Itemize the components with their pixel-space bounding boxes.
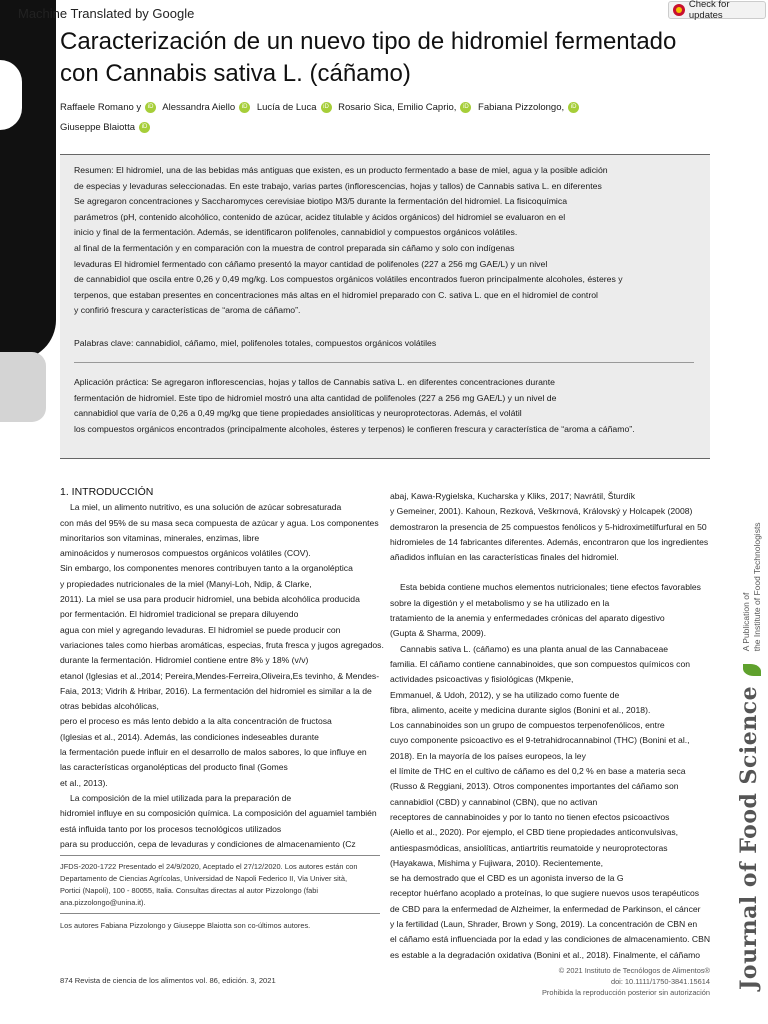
footnote-line: ana.pizzolongo@unina.it). [60, 898, 146, 907]
practical-line: fermentación de hidromiel. Este tipo de hidromiel mostró una alta cantidad de polifenoles (227 a 256 mg GAE/L) y un nivel de [74, 392, 557, 403]
body-line: el límite de THC en el cultivo de cáñamo es del 0,2 % en base a materia seca [390, 766, 686, 777]
orcid-icon[interactable]: iD [139, 122, 150, 133]
abstract-line: de especias y levaduras seleccionadas. En este trabajo, varias partes (inflorescencias, hojas y tallos) de Cannabis sativa L. en diferentes [74, 180, 602, 191]
body-line: minoritarios son vitaminas, minerales, enzimas, libre [60, 532, 260, 543]
journal-reference: Revista de ciencia de los alimentos vol. 86, edición. 3, 2021 [74, 976, 276, 985]
body-line: durante la fermentación. Hidromiel contiene entre 8% y 18% (v/v) [60, 655, 309, 666]
body-line: otras bebidas alcohólicas, [60, 701, 159, 712]
page-footer-left [60, 976, 276, 985]
practical-line: Aplicación práctica: Se agregaron inflorescencias, hojas y tallos de Cannabis sativa L. en diferentes concentraciones durante [74, 377, 555, 387]
body-line: añadidos influían en las características finales del hidromiel. [390, 552, 619, 563]
body-line: el cáñamo está influenciada por la edad y las condiciones de almacenamiento. CBN [390, 934, 711, 945]
body-line: aminoácidos y numerosos compuestos orgánicos volátiles (COV). [60, 548, 311, 559]
body-line: actividades psicoactivas y fisiológicas (Mkpenie, [390, 674, 574, 685]
body-line: Esta bebida contiene muchos elementos nutricionales; tiene efectos favorables [400, 582, 701, 593]
copyright: © 2021 Instituto de Tecnólogos de Alimentos® [558, 966, 710, 975]
footnote-divider [60, 913, 380, 914]
body-line: La composición de la miel utilizada para la preparación de [70, 792, 292, 803]
body-line: demostraron la presencia de 25 compuestos fenólicos y 5-hidroximetilfurfural en 50 [390, 521, 707, 532]
body-line: receptores de cannabinoides y por lo tanto no tienen efectos psicoactivos [390, 811, 670, 822]
body-line: Cannabis sativa L. (cáñamo) es una planta anual de las Cannabaceae [400, 643, 669, 654]
body-line: agua con miel y agregando levaduras. El hidromiel se puede producir con [60, 624, 341, 635]
practical-line: cannabidiol que varía de 0,26 a 0,49 mg/kg que tiene propiedades ansiolíticas y neuroprotectoras. Además, el volátil [74, 408, 522, 419]
abstract-line: inicio y final de la fermentación. Además, se identificaron polifenoles, cannabidiol y compuestos orgánicos volátiles. [74, 227, 518, 238]
body-line: (Hayakawa, Mishima y Fujiwara, 2010). Recientemente, [390, 857, 604, 868]
practical-application [74, 375, 704, 437]
body-line: antiespasmódicas, ansiolíticas, antiartritis reumatoide y neuroprotectoras [390, 842, 668, 853]
abstract-divider [74, 362, 694, 363]
abstract-line: parámetros (pH, contenido alcohólico, contenido de azúcar, acidez titulable y ácidos orgánicos) del hidromiel se evaluaron en el [74, 211, 566, 222]
practical-line: los compuestos orgánicos encontrados (principalmente alcoholes, ésteres y terpenos) le confieren frescura y característica de “aroma a cáñamo”. [74, 423, 635, 434]
left-decorative-notch [0, 60, 22, 130]
footnote-line: Portici (Napoli), 100 - 80055, Italia. Consultas directas al autor Pizzolongo (fabi [60, 886, 318, 895]
body-line: y la fertilidad (Laun, Shrader, Brown y Song, 2019). La concentración de CBN en [390, 919, 698, 930]
body-line: y propiedades nutricionales de la miel (Manyi-Loh, Ndip, & Clarke, [60, 578, 312, 589]
body-line: receptor huérfano acoplado a proteínas, lo que sugiere nuevos usos terapéuticos [390, 888, 700, 899]
body-line: con más del 95% de su masa seca compuesta de azúcar y agua. Los componentes [60, 517, 379, 528]
left-column [60, 485, 390, 852]
body-line: 2018). En la mayoría de los países europeos, la ley [390, 750, 586, 761]
publication-note [741, 522, 763, 651]
crossmark-icon [673, 4, 685, 16]
body-line: cannabidiol (CBD) y cannabinol (CBN), que no activan [390, 796, 598, 807]
abstract-line: Resumen: El hidromiel, una de las bebidas más antiguas que existen, es un producto fermentado a base de miel, agua y la posible adición [74, 165, 608, 175]
body-line: hidromieles de 14 fabricantes diferentes. Además, encontraron que los ingredientes [390, 536, 709, 547]
abstract-line: levaduras El hidromiel fermentado con cáñamo presentó la mayor cantidad de polifenoles (227 a 256 mg GAE/L) y un nivel [74, 258, 548, 269]
orcid-icon[interactable]: iD [145, 102, 156, 113]
journal-name [736, 678, 762, 990]
article-title: Caracterización de un nuevo tipo de hidromiel fermentado con Cannabis sativa L. (cáñamo) [60, 28, 677, 87]
orcid-icon[interactable]: iD [460, 102, 471, 113]
doi-link[interactable]: doi: 10.1111/1750-3841.15614 [610, 977, 710, 986]
abstract-line: y confirió frescura y características de “aroma de cáñamo”. [74, 305, 301, 316]
journal-side-branding [736, 522, 763, 990]
body-line: Faia, 2013; Vidrih & Hribar, 2016). La fermentación del hidromiel es similar a la de [60, 685, 372, 696]
orcid-icon[interactable]: iD [321, 102, 332, 113]
orcid-icon[interactable]: iD [568, 102, 579, 113]
body-line: por fermentación. El hidromiel tradicional se prepara diluyendo [60, 609, 299, 620]
section-heading: 1. INTRODUCCIÓN [60, 486, 154, 498]
page-number: 874 [60, 976, 73, 985]
body-line: se ha demostrado que el CBD es un agonista inverso de la G [390, 873, 624, 884]
body-line: de CBD para la enfermedad de Alzheimer, la enfermedad de Parkinson, el cáncer [390, 903, 701, 914]
reproduction-note: Prohibida la reproducción posterior sin autorización [541, 988, 710, 997]
left-decorative-shape [0, 0, 56, 360]
body-line: abaj, Kawa-Rygielska, Kucharska y Kliks, 2017; Navrátil, Šturdík [390, 491, 636, 501]
institute-line: the Institute of Food Technologists [751, 522, 762, 652]
body-line: la fermentación puede influir en el desarrollo de malos sabores, lo que influye en [60, 747, 367, 758]
body-line: fibra, alimento, aceite y medicina durante siglos (Bonini et al., 2018). [390, 704, 651, 715]
body-line: et al., 2013). [60, 777, 108, 788]
body-line: las características organolépticas del producto final (Gomes [60, 762, 288, 773]
page-footer-right [500, 965, 710, 998]
body-line: (Iglesias et al., 2014). Además, las condiciones indeseables durante [60, 731, 319, 742]
body-line: etanol (Iglesias et al.,2014; Pereira,Mendes-Ferreira,Oliveira,Es tevinho, & Mendes- [60, 670, 380, 681]
body-line: (Russo & Reggiani, 2013). Otros componentes importantes del cáñamo son [390, 781, 679, 792]
body-line: cuyo componente psicoactivo es el 9-tetrahidrocannabinol (THC) (Bonini et al., [390, 735, 690, 746]
abstract-text [74, 163, 704, 319]
keywords: Palabras clave: cannabidiol, cáñamo, miel, polifenoles totales, compuestos orgánicos volátiles [74, 338, 437, 348]
body-line: (Aiello et al., 2020). Por ejemplo, el CBD tiene propiedades anticonvulsivas, [390, 827, 679, 838]
body-line: Emmanuel, & Udoh, 2012), y se ha utilizado como fuente de [390, 689, 620, 700]
orcid-icon[interactable]: iD [239, 102, 250, 113]
food-science-text: Food Science [736, 685, 762, 854]
leaf-logo-icon [743, 664, 761, 676]
right-column [390, 489, 720, 963]
abstract-line: terpenos, que estaban presentes en concentraciones más altas en el hidromiel preparado con C. sativa L. que en el hidromiel de control [74, 289, 598, 300]
body-line: para su producción, cepa de levaduras y condiciones de almacenamiento (Cz [60, 838, 356, 849]
coauthors-footnote: Los autores Fabiana Pizzolongo y Giuseppe Blaiotta son co-últimos autores. [60, 921, 311, 930]
body-line: 2011). La miel se usa para producir hidromiel, una bebida alcohólica producida [60, 594, 360, 605]
body-line: y Gemeiner, 2001). Kahoun, Rezková, Veškrnová, Královský y Holcapek (2008) [390, 506, 693, 517]
body-line: es estable a la degradación oxidativa (Bonini et al., 2018). Finalmente, el cáñamo [390, 949, 701, 960]
body-line: La miel, un alimento nutritivo, es una solución de azúcar sobresaturada [70, 502, 342, 513]
check-updates-label: Check for updates [688, 0, 730, 21]
machine-translated-banner: Machine Translated by Google [18, 6, 195, 21]
publication-line: A Publication of [740, 592, 751, 652]
footnote-line: Departamento de Ciencias Agrícolas, Universidad de Napoli Federico II, Via Univer sità, [60, 874, 348, 883]
author-name: Alessandra Aiello [162, 102, 236, 113]
body-line: pero el proceso es más lento debido a la alta concentración de fructosa [60, 716, 332, 727]
body-line: tratamiento de la anemia y enfermedades crónicas del aparato digestivo [390, 613, 665, 624]
author-name: Rosario Sica, Emilio Caprio, [338, 102, 457, 113]
body-line: hidromiel influye en su composición química. La composición del aguamiel también [60, 808, 377, 819]
abstract-line: al final de la fermentación y en comparación con la muestra de control preparada sin cáñamo y solo con indígenas [74, 242, 515, 253]
journal-of-text: Journal of [736, 861, 762, 990]
footnote-divider [60, 855, 380, 856]
check-updates-button[interactable] [668, 1, 766, 19]
author-name: Lucía de Luca [256, 102, 317, 113]
abstract-line: Se agregaron concentraciones y Saccharomyces cerevisiae biotipo M3/5 durante la fermentación del hidromiel. La fisicoquímica [74, 196, 568, 207]
body-line: Sin embargo, los componentes menores contribuyen tanto a la organoléptica [60, 563, 353, 574]
body-line: (Gupta & Sharma, 2009). [390, 628, 487, 639]
author-name: Raffaele Romano y [60, 102, 142, 113]
author-name: Giuseppe Blaiotta [60, 122, 135, 133]
body-line: está influida tanto por los procesos tecnológicos utilizados [60, 823, 282, 834]
footnote-line: JFDS-2020-1722 Presentado el 24/9/2020, Aceptado el 27/12/2020. Los autores están con [60, 862, 358, 871]
paragraph-gap [390, 565, 720, 580]
abstract-line: de cannabidiol que oscila entre 0,26 y 0,49 mg/kg. Los compuestos orgánicos volátiles encontrados fueron principalmente alcoholes, ésteres y [74, 274, 623, 285]
body-line: Los cannabinoides son un grupo de compuestos terpenofenólicos, entre [390, 720, 665, 731]
author-list [60, 98, 700, 138]
body-line: variaciones tales como hierbas aromáticas, especias, fruta fresca y jugos agregados. [60, 639, 384, 650]
author-name: Fabiana Pizzolongo, [478, 102, 565, 113]
received-footnote [60, 861, 380, 909]
body-line: sobre la digestión y el metabolismo y se ha utilizado en la [390, 597, 610, 608]
body-line: familia. El cáñamo contiene cannabinoides, que son compuestos químicos con [390, 658, 691, 669]
left-decorative-grey [0, 352, 46, 422]
